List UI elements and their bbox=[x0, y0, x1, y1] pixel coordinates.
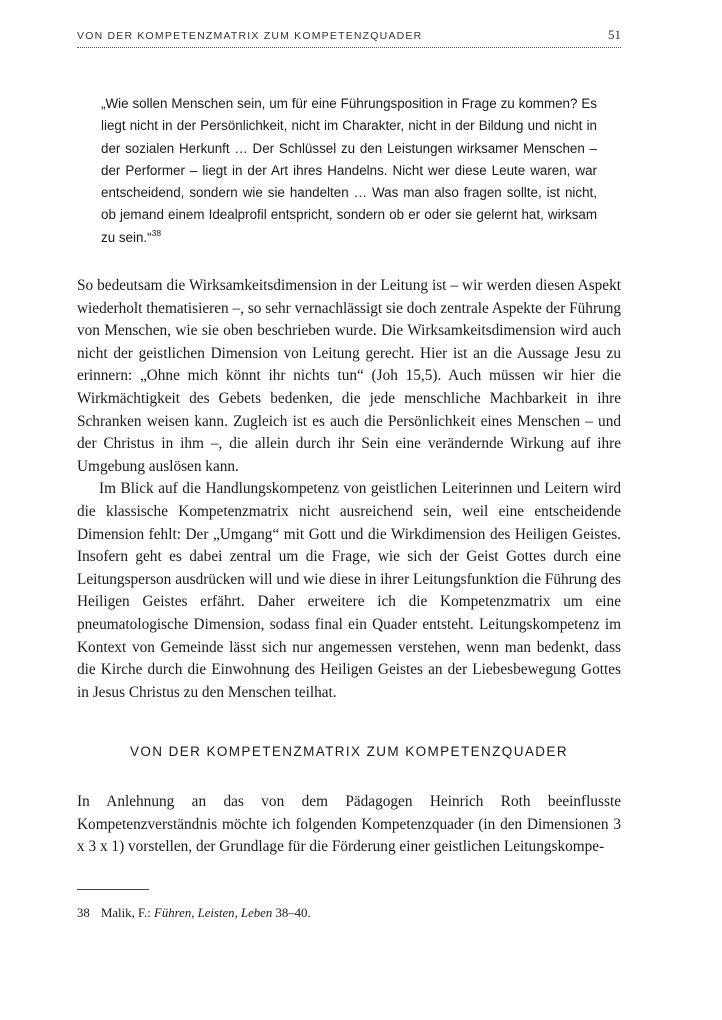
body-text bbox=[77, 275, 621, 704]
footnote-pages: 38–40. bbox=[272, 906, 311, 920]
section-heading: VON DER KOMPETENZMATRIX ZUM KOMPETENZQUADER bbox=[130, 744, 568, 759]
footnote-number: 38 bbox=[77, 906, 90, 920]
paragraph-2: Im Blick auf die Handlungskompetenz von geistlichen Leiterinnen und Leitern wird die klassische Kompetenzmatrix nicht ausreichend sein, weil eine entscheidende Dimension fehlt: Der „Umgang“ mit Gott und die Wirkdimension des Heiligen Geistes. Insofern geht es dabei zentral um die Frage, wie sich der Geist Gottes durch eine Leitungsperson ausdrücken will und wie diese in ihrer Leitungsfunktion die Führung des Heiligen Geistes erfährt. Daher erweitere ich die Kompetenzmatrix um eine pneumatologische Dimension, sodass final ein Quader entsteht. Leitungskompetenz im Kontext von Gemeinde lässt sich nur angemessen verstehen, wenn man bedenkt, dass die Kirche durch die Einwohnung des Heiligen Geistes an der Liebesbewegung Gottes in Jesus Christus zu den Menschen teilhat. bbox=[77, 480, 621, 701]
header-dotted-rule bbox=[77, 47, 621, 48]
section-body bbox=[77, 791, 621, 859]
running-header bbox=[77, 27, 621, 43]
section-paragraph: In Anlehnung an das von dem Pädagogen Heinrich Roth beeinflusste Kompetenzverständnis möchte ich folgenden Kompetenzquader (in den Dimensionen 3 x 3 x 1) vorstellen, der Grundlage für die Förderung einer geistlichen Leitungskompe- bbox=[77, 793, 621, 856]
paragraph-1: So bedeutsam die Wirksamkeitsdimension in der Leitung ist – wir werden diesen Aspekt wiederholt thematisieren –, so sehr vernachlässigt sie doch zentrale Aspekte der Führung von Menschen, wie sie oben beschrieben wurde. Die Wirksamkeitsdimension wird auch nicht der geistlichen Dimension von Leitung gerecht. Hier ist an die Aussage Jesu zu erinnern: „Ohne mich könnt ihr nichts tun“ (Joh 15,5). Auch müssen wir hier die Wirkmächtigkeit des Gebets bedenken, die jede menschliche Machbarkeit in ihre Schranken weisen kann. Zugleich ist es auch die Persönlichkeit eines Menschen – und der Christus in ihm –, die allein durch ihr Sein eine verändernde Wirkung auf ihre Umgebung auslösen kann. bbox=[77, 277, 621, 475]
footnote-reference: 38 bbox=[151, 227, 162, 238]
footnote bbox=[77, 904, 621, 922]
running-title: VON DER KOMPETENZMATRIX ZUM KOMPETENZQUADER bbox=[77, 30, 423, 42]
footnote-title: Führen, Leisten, Leben bbox=[154, 906, 273, 920]
quote-text: „Wie sollen Menschen sein, um für eine Führungsposition in Frage zu kommen? Es liegt nicht in der Persönlichkeit, nicht im Charakter, nicht in der Bildung und nicht in der sozialen Herkunft … Der Schlüssel zu den Leistungen wirksamer Menschen – der Performer – liegt in der Art ihres Handelns. Nicht wer diese Leute waren, war entscheidend, sondern wie sie handelten … Was man also fragen sollte, ist nicht, ob jemand einem Idealprofil entspricht, sondern ob er oder sie gelernt hat, wirksam zu sein.“ bbox=[101, 96, 597, 245]
footnote-rule bbox=[77, 889, 149, 890]
page-number: 51 bbox=[608, 27, 621, 42]
block-quote bbox=[101, 93, 597, 249]
footnote-author: Malik, F.: bbox=[101, 906, 155, 920]
